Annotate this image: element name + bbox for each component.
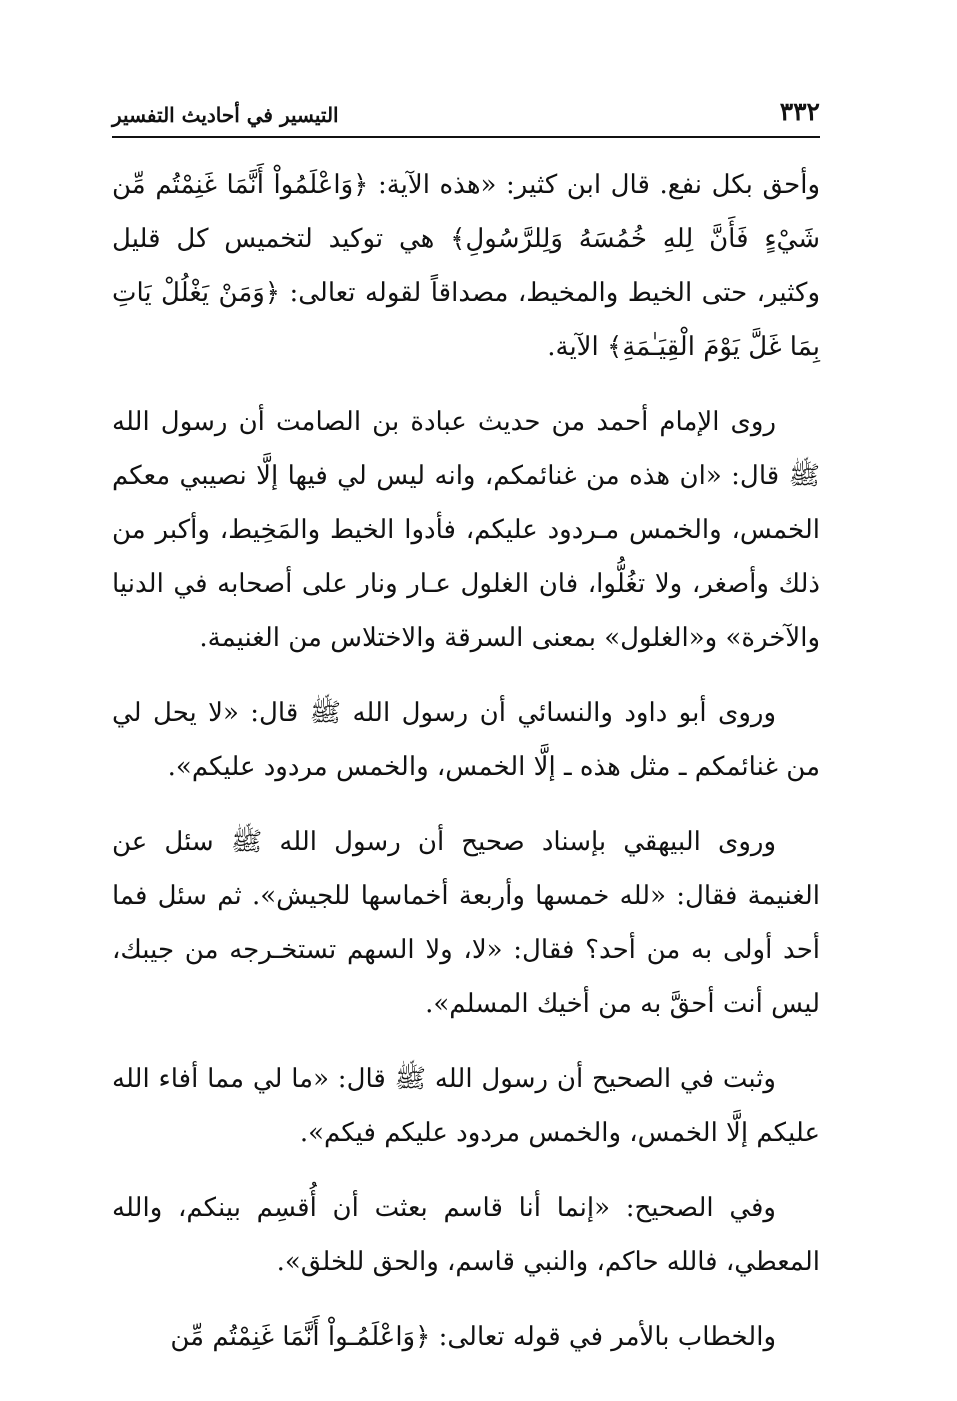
paragraph-sahih-qasim: وفي الصحيح: «إنما أنا قاسم بعثت أن أُقسِم بينكم، والله المعطي، فالله حاكم، والنبي قاسم، والحق للخلق». (112, 1193, 820, 1277)
page-body (112, 158, 820, 1385)
running-title: التيسير في أحاديث التفسير (112, 103, 339, 127)
paragraph-abu-dawud-hadith: وروى أبو داود والنسائي أن رسول الله ﷺ قال: «لا يحل لي من غنائمكم ـ مثل هذه ـ إلَّا الخمس، والخمس مردود عليكم». (112, 698, 820, 782)
page-header (112, 92, 820, 138)
paragraph-ibn-kathir: وأحق بكل نفع. قال ابن كثير: «هذه الآية: ﴿وَاعْلَمُواْ أَنَّمَا غَنِمْتُم مِّن شَيْءٍ فَأَنَّ لِلهِ خُمُسَهُ وَلِلرَّسُولِ﴾ هي توكيد لتخميس كل قليل وكثير، حتى الخيط والمخيط، مصداقاً لقوله تعالى: ﴿وَمَنْ يَغْلُلْ يَاتِ بِمَا غَلَّ يَوْمَ الْقِيَـٰمَةِ﴾ الآية. (112, 170, 820, 362)
paragraph-ahmad-hadith: روى الإمام أحمد من حديث عبادة بن الصامت أن رسول الله ﷺ قال: «ان هذه من غنائمكم، وانه ليس لي فيها إلَّا نصيبي معكم الخمس، والخمس مـردود عليكم، فأدوا الخيط والمَخِيط، وأكبر من ذلك وأصغر، ولا تغُلُّوا، فان الغلول عـار ونار على أصحابه في الدنيا والآخرة» و«الغلول» بمعنى السرقة والاختلاس من الغنيمة. (112, 407, 820, 653)
paragraph-bayhaqi-hadith: وروى البيهقي بإسناد صحيح أن رسول الله ﷺ سئل عن الغنيمة فقال: «لله خمسها وأربعة أخماسها للجيش». ثم سئل فما أحد أولى به من أحد؟ فقال: «لا، ولا السهم تستخـرجه من جيبك، ليس أنت أحقَّ به من أخيك المسلم». (112, 827, 820, 1019)
paragraph-sahih-hadith: وثبت في الصحيح أن رسول الله ﷺ قال: «ما لي مما أفاء الله عليكم إلَّا الخمس، والخمس مردود عليكم فيكم». (112, 1064, 820, 1148)
paragraph-khitab: والخطاب بالأمر في قوله تعالى: ﴿وَاعْلَمُـواْ أَنَّمَا غَنِمْتُم مِّن (170, 1322, 776, 1352)
page-number: ٣٣٢ (779, 97, 820, 126)
